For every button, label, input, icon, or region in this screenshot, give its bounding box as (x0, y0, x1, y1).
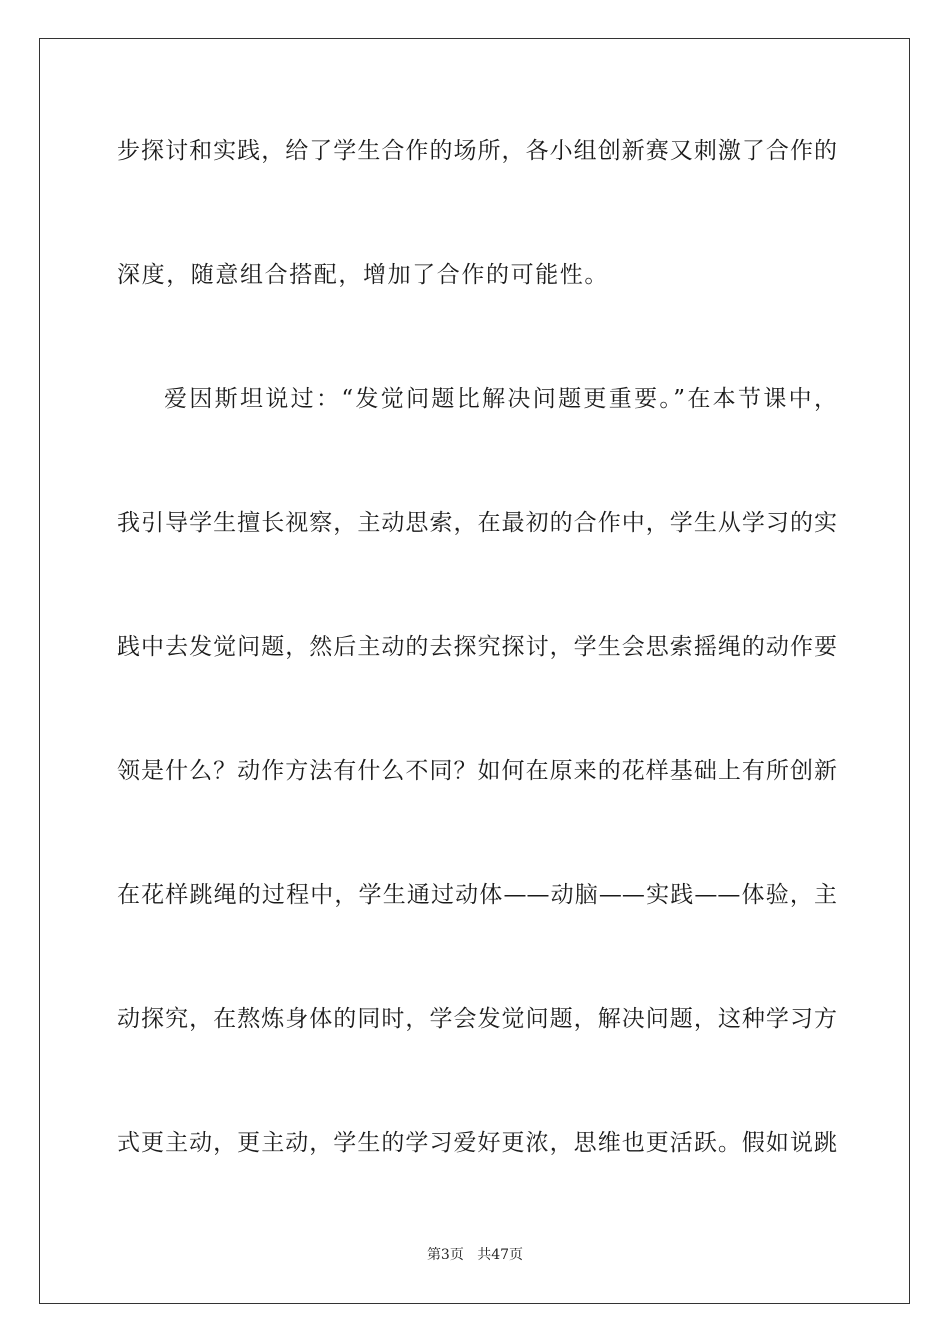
paragraph-line: 我引导学生擅长视察，主动思索，在最初的合作中，学生从学习的实 (117, 510, 837, 536)
paragraph-line: 践中去发觉问题，然后主动的去探究探讨，学生会思索摇绳的动作要 (117, 634, 837, 660)
paragraph-line: 式更主动，更主动，学生的学习爱好更浓，思维也更活跃。假如说跳 (117, 1130, 837, 1156)
paragraph-line: 深度，随意组合搭配，增加了合作的可能性。 (117, 262, 609, 288)
paragraph-line: 领是什么？动作方法有什么不同？如何在原来的花样基础上有所创新 (117, 758, 837, 784)
page-footer (0, 1246, 950, 1264)
page-border (39, 38, 910, 1304)
paragraph-line: 在花样跳绳的过程中，学生通过动体——动脑——实践——体验，主 (117, 882, 837, 908)
paragraph-line-indented: 爱因斯坦说过：“发觉问题比解决问题更重要。”在本节课中， (164, 386, 837, 412)
paragraph-line: 步探讨和实践，给了学生合作的场所，各小组创新赛又刺激了合作的 (117, 138, 837, 164)
page-number: 第3页 (426, 1247, 464, 1263)
page-total: 共47页 (477, 1247, 524, 1263)
paragraph-line: 动探究，在熬炼身体的同时，学会发觉问题，解决问题，这种学习方 (117, 1006, 837, 1032)
